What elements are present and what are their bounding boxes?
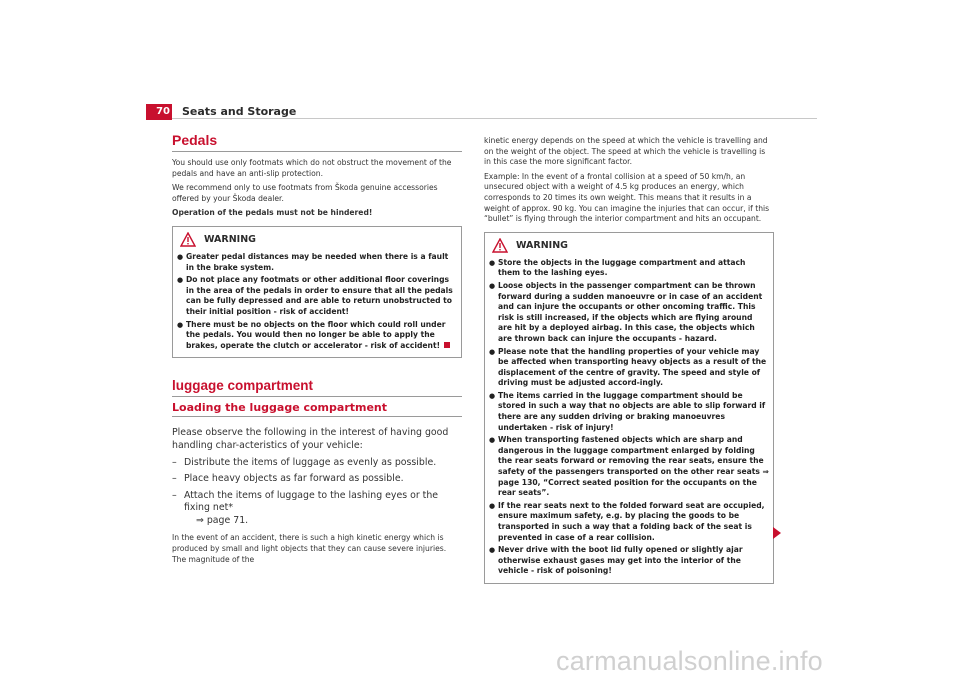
- site-watermark: carmanualsonline.info: [556, 646, 823, 676]
- warning-header: [489, 237, 769, 255]
- page-number: 70: [146, 104, 172, 120]
- luggage-step: [172, 490, 462, 528]
- warning-item-text: Store the objects in the luggage compartment and attach them to the lashing eyes.: [498, 257, 746, 278]
- pedals-warning-box: [172, 226, 462, 358]
- kinetic-paragraph: kinetic energy depends on the speed at which the vehicle is travelling and on the weight of the object. The speed at which the vehicle is travelling is in this case the more significant factor.: [484, 136, 768, 167]
- bullet-icon: ●: [489, 436, 496, 445]
- bullet-icon: ●: [177, 276, 184, 285]
- dash-marker: –: [172, 489, 177, 501]
- bullet-icon: ●: [177, 320, 184, 329]
- warning-item-text: When transporting fastened objects which are sharp and dangerous in the luggage compartment enlarged by folding the rear seats forward or removing the rear seats, ensure the safety of the passengers transported on the other rear seats ⇒ page 130, “Correct seated position for the occupants on the rear seats”.: [498, 435, 769, 498]
- luggage-intro: Please observe the following in the interest of having good handling char-acteristics of your vehicle:: [172, 427, 449, 451]
- warning-item: [177, 252, 457, 273]
- luggage-step-text: Attach the items of luggage to the lashing eyes or the fixing net*: [184, 489, 439, 514]
- luggage-step: [172, 457, 462, 470]
- bullet-icon: ●: [489, 347, 496, 356]
- warning-item-text: If the rear seats next to the folded forward seat are occupied, ensure maximum safety, e.g. by placing the goods to be transported in such a way that a folding back of the seat is prevented in case of a rear collision.: [498, 500, 765, 542]
- page-reference-link[interactable]: ⇒ page 71.: [196, 514, 249, 526]
- warning-item: [489, 391, 769, 433]
- pedals-paragraph-1: You should use only footmats which do not obstruct the movement of the pedals and have an anti-slip protection.: [172, 158, 452, 178]
- warning-item-text: Please note that the handling properties of your vehicle may be affected when transporting heavy objects as a result of the displacement of the centre of gravity. The speed and style of driving must be adjusted accord-ingly.: [498, 346, 767, 388]
- bullet-icon: ●: [489, 281, 496, 290]
- warning-item-text: Do not place any footmats or other additional floor coverings in the area of the pedals in order to ensure that all the pedals can be fully depressed and are able to return unobstructed to their initial position - risk of accident!: [186, 275, 453, 316]
- warning-triangle-icon: [492, 238, 508, 253]
- warning-triangle-icon: [180, 232, 196, 247]
- section-title-luggage: luggage compartment: [172, 378, 462, 397]
- accident-paragraph: In the event of an accident, there is such a high kinetic energy which is produced by small and light objects that they can cause severe injuries. The magnitude of the: [172, 533, 447, 564]
- warning-item-text: Never drive with the boot lid fully opened or slightly ajar otherwise exhaust gases may get into the interior of the vehicle - risk of poisoning!: [498, 545, 743, 576]
- warning-item-text: Loose objects in the passenger compartment can be thrown forward during a sudden manoeuvre or in case of an accident and can injure the occupants or other oncoming traffic. This risk is still increased, if the objects which are flying around are hit by a deployed airbag. In this case, the objects which are thrown back can injure the occupants - hazard.: [498, 280, 763, 343]
- bullet-icon: ●: [489, 391, 496, 400]
- warning-title: WARNING: [516, 240, 568, 252]
- warning-title: WARNING: [204, 234, 256, 246]
- warning-item: [489, 435, 769, 499]
- luggage-step: [172, 473, 462, 486]
- warning-item: [177, 320, 457, 352]
- right-column: [484, 136, 774, 584]
- warning-item: [489, 281, 769, 345]
- bullet-icon: ●: [489, 258, 496, 267]
- subsection-title-loading: Loading the luggage compartment: [172, 401, 462, 417]
- pedals-paragraph-2: We recommend only to use footmats from Škoda genuine accessories offered by your Škoda dealer.: [172, 183, 438, 203]
- bullet-icon: ●: [489, 546, 496, 555]
- warning-item: [489, 501, 769, 543]
- warning-item: [489, 347, 769, 389]
- left-column: [172, 132, 462, 569]
- dash-marker: –: [172, 456, 177, 468]
- warning-item-text: The items carried in the luggage compartment should be stored in such a way that no objects are able to slip forward if there are any sudden driving or braking manoeuvres undertaken - risk of injury!: [498, 390, 766, 432]
- continue-arrow-icon: [773, 527, 781, 539]
- luggage-step-text: Distribute the items of luggage as evenly as possible.: [184, 456, 437, 468]
- example-paragraph: Example: In the event of a frontal collision at a speed of 50 km/h, an unsecured object with a weight of 4.5 kg produces an energy, which corresponds to 20 times its own weight. This means that it results in a weight of approx. 90 kg. You can imagine the injuries that can occur, if this “bullet” is flying through the interior compartment and hits an occupant.: [484, 171, 770, 224]
- bullet-icon: ●: [177, 252, 184, 261]
- dash-marker: –: [172, 473, 177, 485]
- luggage-step-text: Place heavy objects as far forward as possible.: [184, 473, 404, 485]
- warning-item: [177, 275, 457, 317]
- bullet-icon: ●: [489, 501, 496, 510]
- warning-item: [489, 258, 769, 279]
- warning-item-text: Greater pedal distances may be needed when there is a fault in the brake system.: [186, 251, 449, 272]
- pedals-note: Operation of the pedals must not be hindered!: [172, 208, 373, 218]
- running-header-title: Seats and Storage: [182, 105, 297, 118]
- section-end-icon: [444, 342, 450, 348]
- warning-item-text: There must be no objects on the floor which could roll under the pedals. You would then no longer be able to apply the brakes, operate the clutch or accelerator - risk of accident!: [186, 319, 446, 350]
- section-title-pedals: Pedals: [172, 132, 462, 152]
- luggage-warning-box: [484, 232, 774, 584]
- header-divider: [172, 118, 817, 119]
- warning-header: [177, 231, 457, 249]
- warning-item: [489, 545, 769, 577]
